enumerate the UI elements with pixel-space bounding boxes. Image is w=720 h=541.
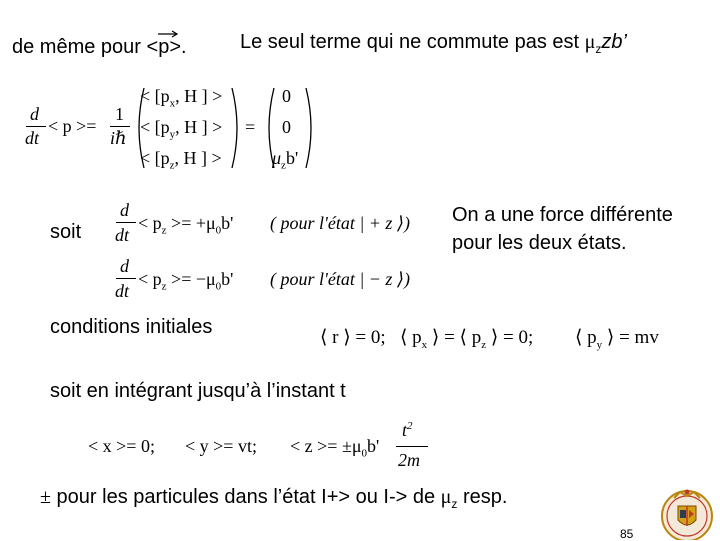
eq1-row1: < [$p_x$, H ] > <box>140 86 223 110</box>
right-paren-icon <box>304 86 318 170</box>
conditions-momenta: ⟨ $p_x$ ⟩ = ⟨ $p_z$ ⟩ = 0; <box>400 327 534 351</box>
force-note-line2: pour les deux états. <box>452 232 627 254</box>
eq3-body: < $p_z >= -\mu_0b'$ <box>138 269 234 293</box>
result-x: < x >= 0; <box>88 436 155 456</box>
eq1-val3: $\mu_zb'$ <box>272 148 299 172</box>
eq1-ih: iℏ <box>110 128 127 148</box>
eq2-fraction-bar <box>116 222 136 223</box>
eq2-dt: dt <box>115 225 130 245</box>
eq1-row3: < [$p_z$, H ] > <box>140 148 222 172</box>
eq1-lhs: < p >= <box>48 116 97 136</box>
vector-p: p <box>158 36 169 59</box>
university-crest-icon <box>656 486 718 540</box>
page-number: 85 <box>620 527 634 541</box>
result-fraction-bar <box>396 446 428 447</box>
eq3-state: ( pour l'état | − z ⟩) <box>270 269 410 289</box>
eq2-d: d <box>120 200 129 220</box>
eq1-d: d <box>30 104 39 124</box>
eq3-d: d <box>120 256 129 276</box>
eq1-fraction-bar <box>26 126 46 127</box>
result-denominator: 2m <box>398 450 420 470</box>
integration-label: soit en intégrant jusqu’à l’instant t <box>50 380 346 402</box>
conditions-r: ⟨ r ⟩ = 0; <box>320 327 386 348</box>
eq3-dt: dt <box>115 281 130 301</box>
result-numerator: $t^2$ <box>402 420 413 440</box>
soit-label: soit <box>50 221 82 243</box>
conditions-label: conditions initiales <box>50 316 213 338</box>
force-note-line1: On a une force différente <box>452 204 673 226</box>
eq1-val1: 0 <box>282 86 291 106</box>
conditions-py: ⟨ $p_y$ ⟩ = mv <box>575 327 659 351</box>
right-paren-icon <box>230 86 244 170</box>
header-prefix: de même pour < <box>12 36 159 58</box>
eq1-row2: < [$p_y$, H ] > <box>140 117 223 141</box>
eq1-one: 1 <box>115 104 124 124</box>
vector-arrow-icon <box>158 30 178 38</box>
result-y: < y >= vt; <box>185 436 257 456</box>
footer-line: ± pour les particules dans l’état I+> ou I-> de $\mu_z$ resp. <box>40 486 508 511</box>
header-suffix: >. <box>169 36 187 58</box>
eq1-coef-bar <box>110 126 130 127</box>
header-sentence: Le seul terme qui ne commute pas est $\mu_zzb$’ <box>240 31 627 56</box>
result-z: < $z >= \pm\mu_0b'$ <box>290 436 380 460</box>
eq2-body: < $p_z >= +\mu_0b'$ <box>138 213 234 237</box>
eq2-state: ( pour l'état | + z ⟩) <box>270 213 410 233</box>
eq1-equals: = <box>245 117 256 137</box>
header-line <box>12 36 187 59</box>
eq1-val2: 0 <box>282 117 291 137</box>
eq1-dt: dt <box>25 128 40 148</box>
eq3-fraction-bar <box>116 278 136 279</box>
